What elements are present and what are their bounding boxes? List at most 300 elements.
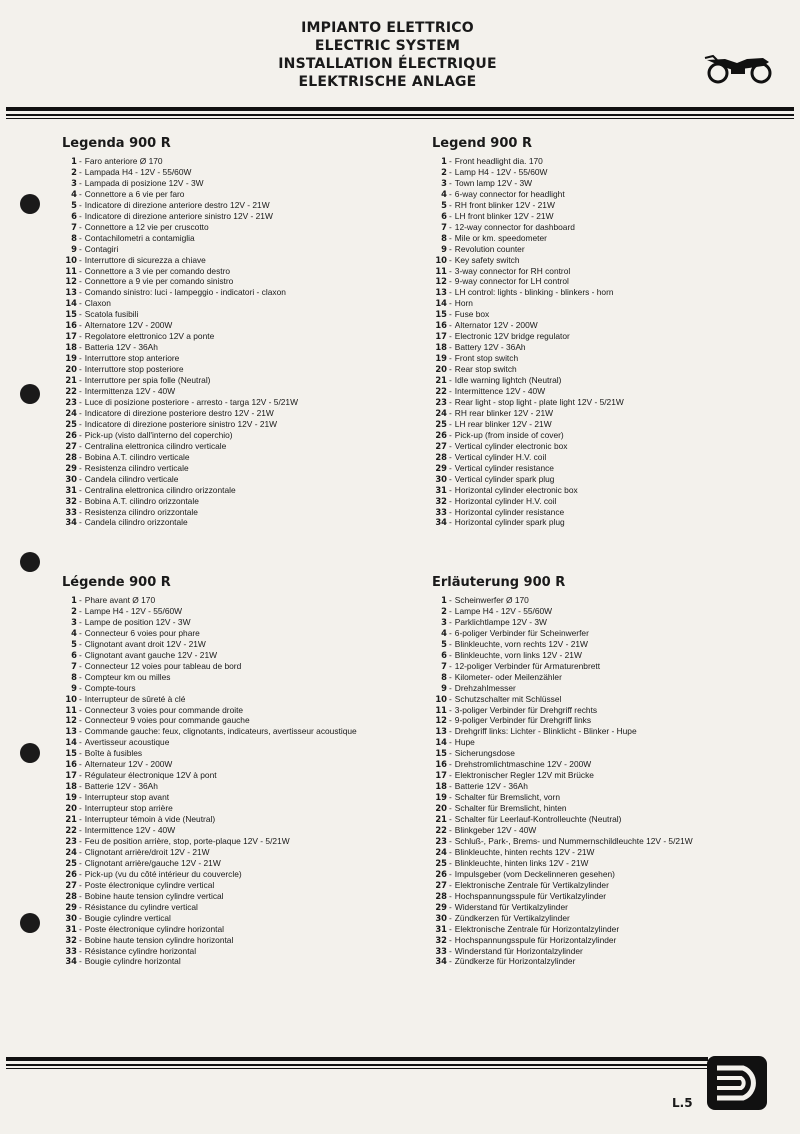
legend-item-text: Rear stop switch xyxy=(454,364,517,375)
legend-item-number: 1 xyxy=(71,595,77,605)
legend-item xyxy=(62,628,357,639)
legend-item-number: 32 xyxy=(65,934,77,945)
legend-item-number: 19 xyxy=(435,353,447,364)
legend-item xyxy=(62,935,357,946)
legend-item-number: 15 xyxy=(435,309,447,320)
legend-item-number: 33 xyxy=(65,945,77,956)
legend-item xyxy=(62,496,298,507)
legend-item-text: Regolatore elettronico 12V a ponte xyxy=(84,331,215,342)
legend-item-number: 34 xyxy=(65,956,77,967)
legend-item-text: Intermittenza 12V - 40W xyxy=(84,386,176,397)
legend-item-separator: - xyxy=(449,825,452,836)
legend-item xyxy=(432,287,624,298)
legend-item-separator: - xyxy=(449,748,452,759)
legend-item-separator: - xyxy=(449,298,452,309)
legend-item-text: Resistenza cilindro verticale xyxy=(84,462,189,473)
legend-item-text: Interruttore di sicurezza a chiave xyxy=(84,254,206,265)
legend-item-number: 5 xyxy=(71,199,77,210)
legend-item-separator: - xyxy=(449,342,452,353)
legend-item-number: 29 xyxy=(65,901,77,912)
legend-item xyxy=(432,189,624,200)
legend-item xyxy=(432,705,693,716)
legend-item-number: 24 xyxy=(65,846,77,857)
legend-item-number: 24 xyxy=(65,407,77,418)
legend-item-number: 13 xyxy=(65,726,77,737)
legend-item xyxy=(432,792,693,803)
legend-item-text: Front headlight dia. 170 xyxy=(454,156,543,166)
legend-item-text: Connettore a 6 vie per faro xyxy=(84,188,185,199)
legend-item-number: 31 xyxy=(435,484,447,495)
legend-item-separator: - xyxy=(79,177,82,188)
legend-item-separator: - xyxy=(79,440,82,451)
binder-hole xyxy=(20,194,40,214)
legend-item-text: Bougie cylindre horizontal xyxy=(84,956,181,967)
legend-item-text: Bobina A.T. cilindro orizzontale xyxy=(84,495,199,506)
legend-item-separator: - xyxy=(79,715,82,726)
legend-item-number: 6 xyxy=(71,649,77,660)
header-rule-thin xyxy=(6,114,794,116)
legend-item-separator: - xyxy=(79,418,82,429)
legend-item-number: 1 xyxy=(441,156,447,166)
legend-item xyxy=(62,167,298,178)
legend-item-text: Blinkleuchte, vorn rechts 12V - 21W xyxy=(454,638,588,649)
legend-item-text: RH rear blinker 12V - 21W xyxy=(454,407,554,418)
legend-item-text: Electronic 12V bridge regulator xyxy=(454,331,570,342)
legend-item xyxy=(62,287,298,298)
legend-item-separator: - xyxy=(79,396,82,407)
legend-item-separator: - xyxy=(449,276,452,287)
legend-item xyxy=(432,726,693,737)
legend-item xyxy=(432,255,624,266)
legend-item-separator: - xyxy=(79,912,82,923)
legend-item-number: 10 xyxy=(65,254,77,265)
legend-item-separator: - xyxy=(449,506,452,517)
legend-item-number: 28 xyxy=(65,451,77,462)
legend-item-separator: - xyxy=(79,265,82,276)
legend-item-text: Poste électronique cylindre horizontal xyxy=(84,923,224,934)
legend-item-text: 6-poliger Verbinder für Scheinwerfer xyxy=(454,627,589,638)
legend-item-number: 32 xyxy=(435,495,447,506)
legend-french xyxy=(62,575,357,967)
legend-item-separator: - xyxy=(79,693,82,704)
legend-item xyxy=(432,683,693,694)
legend-item xyxy=(432,386,624,397)
legend-item-text: Elektronische Zentrale für Vertikalzylinder xyxy=(454,879,609,890)
legend-item xyxy=(432,715,693,726)
legend-item-text: Centralina elettronica cilindro verticale xyxy=(84,440,227,451)
legend-item xyxy=(62,792,357,803)
legend-item-text: Winderstand für Horizontalzylinder xyxy=(454,945,583,956)
legend-item xyxy=(62,825,357,836)
legend-item-separator: - xyxy=(79,825,82,836)
legend-item-number: 10 xyxy=(435,693,447,704)
legend-item xyxy=(62,255,298,266)
legend-item xyxy=(62,276,298,287)
legend-item xyxy=(432,419,624,430)
legend-item xyxy=(62,342,298,353)
legend-item xyxy=(62,419,298,430)
legend-item-text: Indicatore di direzione posteriore sinistro 12V - 21W xyxy=(84,418,278,429)
legend-item-separator: - xyxy=(79,484,82,495)
legend-item-separator: - xyxy=(79,462,82,473)
legend-item-separator: - xyxy=(449,396,452,407)
legend-item-number: 3 xyxy=(441,177,447,188)
legend-item-separator: - xyxy=(449,375,452,386)
legend-item xyxy=(432,880,693,891)
legend-item-separator: - xyxy=(79,835,82,846)
legend-item-text: 12-poliger Verbinder für Armaturenbrett xyxy=(454,660,601,671)
legend-item xyxy=(62,430,298,441)
legend-item xyxy=(62,924,357,935)
legend-item-number: 33 xyxy=(435,945,447,956)
legend-item-text: Batteria 12V - 36Ah xyxy=(84,342,158,353)
legend-item-text: Indicatore di direzione posteriore destro 12V - 21W xyxy=(84,407,274,418)
legend-item xyxy=(62,222,298,233)
legend-item xyxy=(62,375,298,386)
legend-item-separator: - xyxy=(79,737,82,748)
legend-item-text: Compteur km ou milles xyxy=(84,671,171,682)
legend-item-separator: - xyxy=(449,407,452,418)
legend-item-separator: - xyxy=(79,254,82,265)
legend-item xyxy=(432,441,624,452)
legend-item xyxy=(62,298,298,309)
legend-item-text: 3-poliger Verbinder für Drehgriff rechts xyxy=(454,704,598,715)
legend-item xyxy=(62,781,357,792)
legend-item xyxy=(62,683,357,694)
legend-item xyxy=(432,628,693,639)
legend-item xyxy=(62,661,357,672)
legend-item-number: 31 xyxy=(65,923,77,934)
legend-item-separator: - xyxy=(449,638,452,649)
legend-item-text: Mile or km. speedometer xyxy=(454,232,547,243)
legend-item xyxy=(62,386,298,397)
legend-item-separator: - xyxy=(79,616,82,627)
legend-item-separator: - xyxy=(79,792,82,803)
legend-item-text: Feu de position arrière, stop, porte-plaque 12V - 5/21W xyxy=(84,835,290,846)
legend-item xyxy=(62,759,357,770)
legend-item-separator: - xyxy=(79,934,82,945)
legend-item-text: Pick-up (visto dall'interno del coperchio) xyxy=(84,429,233,440)
legend-item-number: 4 xyxy=(441,627,447,638)
legend-item-text: Interrupteur témoin à vide (Neutral) xyxy=(84,814,216,825)
legend-item-separator: - xyxy=(79,748,82,759)
legend-item-number: 6 xyxy=(441,649,447,660)
legend-item-number: 18 xyxy=(65,342,77,353)
legend-item-separator: - xyxy=(79,595,82,605)
legend-item-text: Régulateur électronique 12V à pont xyxy=(84,770,217,781)
legend-item xyxy=(432,474,624,485)
legend-item-separator: - xyxy=(449,879,452,890)
legend-item-text: Faro anteriore Ø 170 xyxy=(84,156,163,166)
legend-item-number: 21 xyxy=(435,814,447,825)
legend-item-number: 8 xyxy=(441,671,447,682)
legend-item-number: 28 xyxy=(435,451,447,462)
legend-item xyxy=(432,276,624,287)
legend-item xyxy=(432,661,693,672)
legend-item-text: Centralina elettronica cilindro orizzontale xyxy=(84,484,236,495)
legend-item-separator: - xyxy=(449,177,452,188)
legend-item xyxy=(432,452,624,463)
legend-item-number: 8 xyxy=(441,232,447,243)
legend-item-number: 7 xyxy=(441,221,447,232)
legend-list xyxy=(62,595,357,967)
legend-item xyxy=(62,441,298,452)
legend-item-text: Drehzahlmesser xyxy=(454,682,516,693)
legend-item-separator: - xyxy=(79,890,82,901)
legend-item xyxy=(432,200,624,211)
legend-item-separator: - xyxy=(449,726,452,737)
legend-item-text: Connecteur 12 voies pour tableau de bord xyxy=(84,660,242,671)
legend-item-text: LH control: lights - blinking - blinkers - horn xyxy=(454,287,614,298)
legend-item-text: Blinkleuchte, vorn links 12V - 21W xyxy=(454,649,582,660)
legend-item-separator: - xyxy=(79,473,82,484)
legend-item-text: LH rear blinker 12V - 21W xyxy=(454,418,552,429)
legend-item xyxy=(62,715,357,726)
legend-item xyxy=(432,507,624,518)
header-rule-thick xyxy=(6,107,794,111)
legend-item-separator: - xyxy=(449,418,452,429)
legend-item-number: 22 xyxy=(65,825,77,836)
legend-item-number: 7 xyxy=(441,660,447,671)
legend-item-separator: - xyxy=(79,770,82,781)
legend-item-number: 7 xyxy=(71,660,77,671)
legend-item-number: 23 xyxy=(435,835,447,846)
legend-item xyxy=(432,956,693,967)
legend-item xyxy=(432,924,693,935)
legend-item-separator: - xyxy=(79,429,82,440)
legend-item-text: Interrupteur de sûreté à clé xyxy=(84,693,186,704)
legend-item xyxy=(62,617,357,628)
legend-item xyxy=(432,309,624,320)
legend-item-separator: - xyxy=(449,868,452,879)
footer-rule-thin xyxy=(6,1064,708,1066)
legend-item-number: 12 xyxy=(65,715,77,726)
legend-item-number: 3 xyxy=(71,177,77,188)
legend-item-separator: - xyxy=(449,364,452,375)
legend-item xyxy=(432,781,693,792)
legend-item xyxy=(432,913,693,924)
legend-item-separator: - xyxy=(449,166,452,177)
legend-item-separator: - xyxy=(79,232,82,243)
legend-item-number: 22 xyxy=(435,386,447,397)
legend-item-separator: - xyxy=(79,298,82,309)
legend-item-text: Blinkleuchte, hinten links 12V - 21W xyxy=(454,857,589,868)
legend-item-separator: - xyxy=(449,945,452,956)
legend-item xyxy=(432,759,693,770)
legend-item xyxy=(62,233,298,244)
legend-item xyxy=(432,485,624,496)
legend-item-number: 2 xyxy=(71,166,77,177)
legend-item-separator: - xyxy=(449,792,452,803)
legend-item-separator: - xyxy=(79,649,82,660)
legend-item-number: 22 xyxy=(435,825,447,836)
section-heading: Legend 900 R xyxy=(432,136,532,151)
legend-item xyxy=(62,748,357,759)
legend-item-separator: - xyxy=(449,715,452,726)
legend-item-text: Schalter für Leerlauf-Kontrolleuchte (Neutral) xyxy=(454,814,622,825)
legend-item xyxy=(432,222,624,233)
legend-item-text: Pick-up (from inside of cover) xyxy=(454,429,564,440)
legend-item xyxy=(432,233,624,244)
legend-item xyxy=(62,517,298,528)
legend-item-text: Claxon xyxy=(84,298,111,309)
legend-item-separator: - xyxy=(79,331,82,342)
binder-hole xyxy=(20,384,40,404)
section-heading: Erläuterung 900 R xyxy=(432,575,566,590)
legend-item xyxy=(432,156,624,167)
legend-item-number: 19 xyxy=(65,792,77,803)
legend-item xyxy=(432,353,624,364)
legend-item xyxy=(62,770,357,781)
legend-item-separator: - xyxy=(449,770,452,781)
legend-item-text: 12-way connector for dashboard xyxy=(454,221,575,232)
legend-item-text: Phare avant Ø 170 xyxy=(84,595,156,605)
legend-item-text: Indicatore di direzione anteriore destro 12V - 21W xyxy=(84,199,270,210)
legend-item-text: Elektronischer Regler 12V mit Brücke xyxy=(454,770,594,781)
legend-item xyxy=(62,803,357,814)
legend-item-number: 10 xyxy=(435,254,447,265)
legend-item-separator: - xyxy=(449,210,452,221)
legend-item-number: 28 xyxy=(435,890,447,901)
legend-item-number: 2 xyxy=(71,605,77,616)
legend-item-separator: - xyxy=(79,901,82,912)
legend-item-text: Drehstromlichtmaschine 12V - 200W xyxy=(454,759,592,770)
legend-item-text: Alternatore 12V - 200W xyxy=(84,320,173,331)
legend-item-number: 32 xyxy=(65,495,77,506)
legend-item-number: 11 xyxy=(65,704,77,715)
legend-item-number: 13 xyxy=(65,287,77,298)
legend-item-number: 31 xyxy=(435,923,447,934)
legend-item-separator: - xyxy=(449,243,452,254)
legend-item-number: 3 xyxy=(71,616,77,627)
legend-item-separator: - xyxy=(449,595,452,605)
legend-item xyxy=(62,891,357,902)
legend-item xyxy=(62,672,357,683)
legend-item-separator: - xyxy=(79,156,82,166)
legend-item xyxy=(62,266,298,277)
legend-item-number: 21 xyxy=(65,814,77,825)
legend-item-number: 6 xyxy=(441,210,447,221)
legend-item-separator: - xyxy=(449,901,452,912)
legend-item xyxy=(432,858,693,869)
legend-item-number: 11 xyxy=(435,265,447,276)
legend-item-separator: - xyxy=(79,726,82,737)
legend-item-number: 13 xyxy=(435,726,447,737)
legend-item-text: Interruttore stop anteriore xyxy=(84,353,180,364)
legend-item-text: Batterie 12V - 36Ah xyxy=(84,781,158,792)
legend-item-number: 20 xyxy=(65,364,77,375)
legend-item-number: 29 xyxy=(435,462,447,473)
legend-item xyxy=(62,946,357,957)
legend-item-text: Indicatore di direzione anteriore sinistro 12V - 21W xyxy=(84,210,273,221)
legend-item-text: Compte-tours xyxy=(84,682,136,693)
legend-item-number: 9 xyxy=(71,682,77,693)
legend-item xyxy=(62,364,298,375)
legend-item-separator: - xyxy=(449,265,452,276)
legend-item-number: 16 xyxy=(435,759,447,770)
binder-hole xyxy=(20,552,40,572)
legend-item-separator: - xyxy=(449,309,452,320)
legend-item-number: 11 xyxy=(65,265,77,276)
legend-item-number: 12 xyxy=(435,276,447,287)
legend-item xyxy=(62,353,298,364)
legend-item-text: Fuse box xyxy=(454,309,490,320)
legend-item-text: Hochspannungsspule für Horizontalzylinder xyxy=(454,934,617,945)
legend-item-text: Vertical cylinder electronic box xyxy=(454,440,568,451)
legend-item-number: 12 xyxy=(435,715,447,726)
legend-item xyxy=(62,858,357,869)
legend-german xyxy=(432,575,693,967)
legend-item xyxy=(432,847,693,858)
legend-item-text: Rear light - stop light - plate light 12V - 5/21W xyxy=(454,396,624,407)
section-heading: Legenda 900 R xyxy=(62,136,171,151)
legend-item-number: 9 xyxy=(71,243,77,254)
legend-item xyxy=(62,595,357,606)
legend-item-separator: - xyxy=(79,956,82,967)
legend-item-number: 17 xyxy=(435,331,447,342)
legend-item-separator: - xyxy=(449,320,452,331)
legend-item-separator: - xyxy=(449,386,452,397)
legend-item-text: Contachilometri a contamiglia xyxy=(84,232,195,243)
legend-item xyxy=(432,364,624,375)
legend-item-text: Alternateur 12V - 200W xyxy=(84,759,173,770)
legend-item-separator: - xyxy=(79,495,82,506)
legend-item-separator: - xyxy=(449,737,452,748)
legend-item xyxy=(62,474,298,485)
legend-english xyxy=(432,136,624,528)
legend-item-separator: - xyxy=(79,199,82,210)
legend-item-separator: - xyxy=(449,846,452,857)
legend-item-separator: - xyxy=(449,781,452,792)
legend-item-text: Elektronische Zentrale für Horizontalzylinder xyxy=(454,923,620,934)
legend-item-separator: - xyxy=(79,375,82,386)
legend-item-text: Poste électronique cylindre vertical xyxy=(84,879,215,890)
legend-item xyxy=(432,869,693,880)
legend-item xyxy=(432,770,693,781)
legend-item-text: Blinkleuchte, hinten rechts 12V - 21W xyxy=(454,846,595,857)
legend-item-separator: - xyxy=(449,682,452,693)
legend-item-separator: - xyxy=(449,605,452,616)
legend-item-separator: - xyxy=(79,276,82,287)
legend-item-number: 4 xyxy=(441,188,447,199)
legend-item xyxy=(62,189,298,200)
legend-item-text: Candela cilindro orizzontale xyxy=(84,517,188,528)
legend-item-separator: - xyxy=(449,912,452,923)
legend-item-text: 9-poliger Verbinder für Drehgriff links xyxy=(454,715,592,726)
legend-item-text: Zündkerze für Horizontalzylinder xyxy=(454,956,576,967)
legend-item-text: Key safety switch xyxy=(454,254,520,265)
legend-item xyxy=(62,156,298,167)
motorcycle-icon xyxy=(703,46,775,86)
legend-item xyxy=(62,485,298,496)
legend-item xyxy=(432,891,693,902)
legend-item-text: Lampada H4 - 12V - 55/60W xyxy=(84,166,192,177)
legend-item-number: 33 xyxy=(435,506,447,517)
legend-item-number: 19 xyxy=(65,353,77,364)
legend-item-number: 20 xyxy=(435,364,447,375)
legend-item-number: 17 xyxy=(435,770,447,781)
legend-item-number: 18 xyxy=(435,781,447,792)
legend-item-number: 25 xyxy=(65,857,77,868)
legend-item-text: Horizontal cylinder H.V. coil xyxy=(454,495,557,506)
legend-item-text: Horn xyxy=(454,298,473,309)
legend-item-number: 30 xyxy=(65,473,77,484)
page-number: L.5 xyxy=(672,1096,693,1110)
legend-item-number: 16 xyxy=(65,759,77,770)
legend-item-text: Front stop switch xyxy=(454,353,519,364)
legend-item-separator: - xyxy=(449,440,452,451)
legend-item-text: Widerstand für Vertikalzylinder xyxy=(454,901,568,912)
